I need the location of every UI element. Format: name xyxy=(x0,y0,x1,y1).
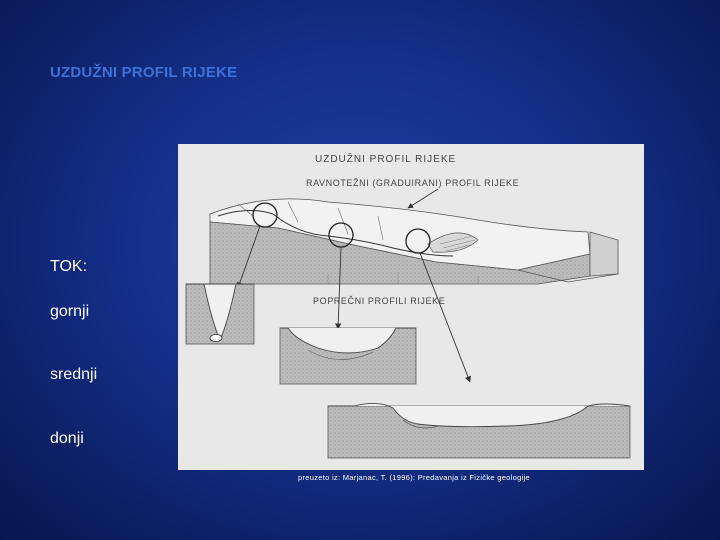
stage-lower-label: donji xyxy=(50,430,84,447)
tok-label: TOK: xyxy=(50,258,88,275)
upper-cross-profile xyxy=(186,284,254,344)
river-profile-figure xyxy=(178,144,644,470)
middle-cross-profile xyxy=(280,328,416,384)
graded-profile-label: RAVNOTEŽNI (GRADUIRANI) PROFIL RIJEKE xyxy=(306,178,520,188)
lower-cross-profile xyxy=(328,403,630,458)
longitudinal-block xyxy=(210,189,618,284)
source-caption: preuzeto iz: Marjanac, T. (1996): Predavanja iz Fizičke geologije xyxy=(298,473,530,482)
stage-middle-label: srednji xyxy=(50,366,98,383)
stage-upper-label: gornji xyxy=(50,303,90,320)
figure-heading: UZDUŽNI PROFIL RIJEKE xyxy=(315,154,457,165)
slide-title: UZDUŽNI PROFIL RIJEKE xyxy=(50,64,238,81)
cross-profiles-label: POPREČNI PROFILI RIJEKE xyxy=(313,296,446,306)
